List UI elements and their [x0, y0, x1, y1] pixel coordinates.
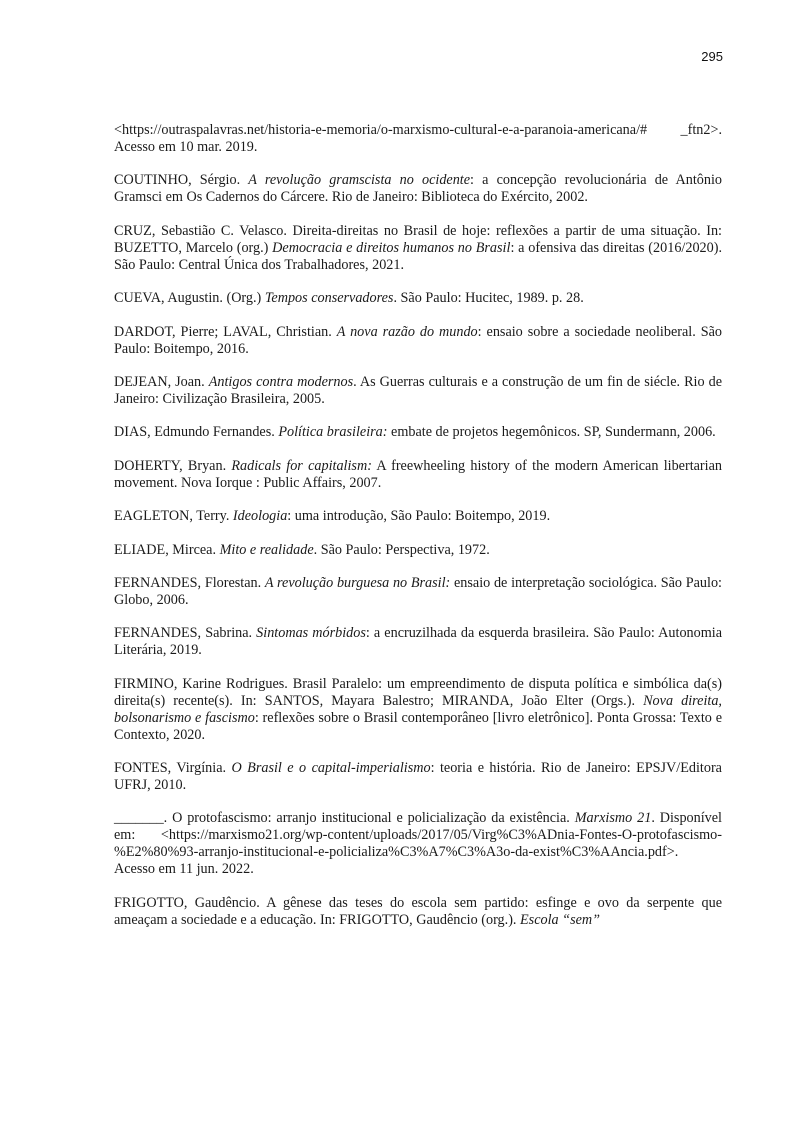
reference-text: DARDOT, Pierre; LAVAL, Christian. — [114, 323, 337, 340]
reference-title: Radicals for capitalism: — [231, 457, 372, 474]
reference-text: <https://outraspalavras.net/historia-e-memoria/o-marxismo-cultural-e-a-paranoia-americana/# _ftn2>. Acesso em 10 mar. 2019. — [114, 122, 722, 155]
reference-text: : a ofensiva das direitas (2016/2020). São Paulo: Central Única dos Trabalhadores, 2021. — [114, 239, 722, 273]
reference-entry — [114, 508, 722, 525]
reference-text: embate de projetos hegemônicos. SP, Sundermann, 2006. — [387, 424, 716, 441]
reference-title: Mito e realidade — [219, 541, 314, 558]
reference-text: : a concepção revolucionária de Antônio Gramsci em Os Cadernos do Cárcere. Rio de Janeiro: Biblioteca do Exército, 2002. — [114, 172, 722, 206]
reference-text: A freewheeling history of the modern American libertarian movement. Nova Iorque : Public Affairs, 2007. — [114, 457, 722, 491]
reference-text: FERNANDES, Florestan. — [114, 574, 265, 591]
reference-title: Nova direita, bolsonarismo e fascismo — [114, 692, 722, 726]
reference-entry — [114, 290, 722, 307]
reference-text: : reflexões sobre o Brasil contemporâneo [livro eletrônico]. Ponta Grossa: Texto e Contexto, 2020. — [114, 709, 722, 743]
reference-text: FERNANDES, Sabrina. — [114, 625, 257, 642]
reference-entry — [114, 122, 722, 156]
reference-text: ELIADE, Mircea. — [114, 541, 220, 558]
reference-title: Marxismo 21 — [574, 810, 652, 827]
reference-text: COUTINHO, Sérgio. — [114, 172, 249, 189]
reference-title: Tempos conservadores — [264, 290, 394, 307]
reference-text: CUEVA, Augustin. (Org.) — [114, 290, 265, 307]
reference-entry — [114, 374, 722, 408]
reference-title: A revolução burguesa no Brasil: — [264, 574, 451, 591]
reference-text: FRIGOTTO, Gaudêncio. A gênese das teses do escola sem partido: esfinge e ovo da serpente que ameaçam a sociedade e a educação. In: FRIGOTTO, Gaudêncio (org.). — [114, 894, 722, 928]
reference-text: ensaio de interpretação sociológica. São Paulo: Globo, 2006. — [114, 574, 722, 608]
reference-title: A nova razão do mundo — [336, 323, 478, 340]
reference-text: . São Paulo: Perspectiva, 1972. — [313, 541, 490, 558]
reference-title: Ideologia — [232, 508, 288, 525]
reference-text: EAGLETON, Terry. — [114, 508, 233, 525]
reference-entry — [114, 424, 722, 441]
reference-text: DEJEAN, Joan. — [114, 373, 209, 390]
reference-text: FONTES, Virgínia. — [114, 760, 232, 777]
reference-entry — [114, 625, 722, 659]
page-number: 295 — [701, 49, 723, 64]
reference-entry — [114, 810, 722, 878]
reference-title: A revolução gramscista no ocidente — [248, 172, 471, 189]
reference-entry — [114, 895, 722, 929]
reference-title: O Brasil e o capital-imperialismo — [231, 760, 431, 777]
reference-entry — [114, 676, 722, 744]
reference-text: : uma introdução, São Paulo: Boitempo, 2019. — [287, 508, 551, 525]
reference-text: : teoria e história. Rio de Janeiro: EPSJV/Editora UFRJ, 2010. — [114, 760, 722, 794]
reference-title: Política brasileira: — [278, 424, 388, 441]
reference-text: FIRMINO, Karine Rodrigues. Brasil Paralelo: um empreendimento de disputa política e simbólica da(s) direita(s) recente(s). In: SANTOS, Mayara Balestro; MIRANDA, João Elter (Orgs.). — [114, 675, 722, 709]
reference-text: CRUZ, Sebastião C. Velasco. Direita-direitas no Brasil de hoje: reflexões a partir de uma situação. In: BUZETTO, Marcelo (org.) — [114, 222, 722, 256]
reference-title: Sintomas mórbidos — [256, 625, 366, 642]
reference-entry — [114, 575, 722, 609]
reference-entry — [114, 760, 722, 794]
reference-entry — [114, 542, 722, 559]
reference-text: . As Guerras culturais e a construção de um fin de siécle. Rio de Janeiro: Civilização Brasileira, 2005. — [114, 373, 722, 407]
reference-entry — [114, 458, 722, 492]
reference-list — [114, 122, 722, 945]
reference-title: Antigos contra modernos — [208, 373, 354, 390]
reference-title: Escola “sem” — [520, 911, 601, 928]
reference-text: _______. O protofascismo: arranjo institucional e policialização da existência. — [114, 810, 575, 827]
reference-entry — [114, 324, 722, 358]
reference-title: Democracia e direitos humanos no Brasil — [272, 239, 511, 256]
reference-text: DIAS, Edmundo Fernandes. — [114, 424, 279, 441]
reference-text: . Disponível em: <https://marxismo21.org/wp-content/uploads/2017/05/Virg%C3%ADnia-Fontes-O-protofascismo-%E2%80%93-arranjo-institucional-e-policializa%C3%A7%C3%A3o-da-exist%C3%AAncia.pdf>. Acesso em 11 jun. 2022. — [114, 810, 722, 878]
reference-text: : a encruzilhada da esquerda brasileira. São Paulo: Autonomia Literária, 2019. — [114, 625, 722, 659]
reference-text: : ensaio sobre a sociedade neoliberal. São Paulo: Boitempo, 2016. — [114, 323, 723, 357]
reference-entry — [114, 223, 722, 274]
reference-text: DOHERTY, Bryan. — [114, 457, 232, 474]
reference-entry — [114, 172, 722, 206]
reference-text: . São Paulo: Hucitec, 1989. p. 28. — [393, 290, 584, 307]
